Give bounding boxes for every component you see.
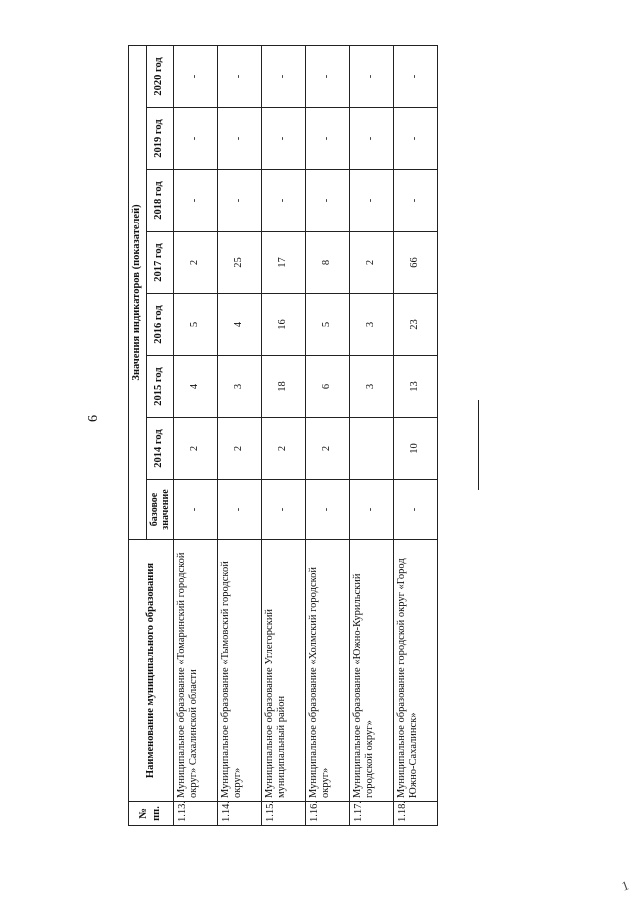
year-value: 2: [173, 232, 217, 294]
row-number: 1.18.: [393, 802, 437, 826]
year-value: 25: [217, 232, 261, 294]
row-number: 1.16.: [305, 802, 349, 826]
base-value: -: [393, 480, 437, 540]
indicators-table: [128, 45, 438, 826]
year-value: -: [305, 45, 349, 107]
header-group: Значения индикаторов (показателей): [129, 45, 147, 539]
year-value: 5: [173, 294, 217, 356]
header-year: 2020 год: [146, 45, 173, 107]
year-value: 4: [173, 356, 217, 418]
row-number: 1.15.: [261, 802, 305, 826]
base-value: -: [261, 480, 305, 540]
table-row: [393, 45, 437, 825]
year-value: 2: [349, 232, 393, 294]
year-value: -: [305, 170, 349, 232]
year-value: -: [173, 108, 217, 170]
year-value: -: [393, 170, 437, 232]
year-value: 5: [305, 294, 349, 356]
year-value: 2: [173, 418, 217, 480]
header-year: 2015 год: [146, 356, 173, 418]
table-row: [173, 45, 217, 825]
year-value: -: [217, 170, 261, 232]
row-number: 1.14.: [217, 802, 261, 826]
rotated-table-container: [128, 46, 420, 826]
year-value: 2: [217, 418, 261, 480]
year-value: -: [261, 170, 305, 232]
table-row: [217, 45, 261, 825]
header-no: № пп.: [129, 802, 174, 826]
separator-line: [478, 400, 479, 490]
header-name: Наименование муниципального образования: [129, 540, 174, 802]
year-value: 8: [305, 232, 349, 294]
year-value: 66: [393, 232, 437, 294]
row-number: 1.17.: [349, 802, 393, 826]
base-value: -: [173, 480, 217, 540]
year-value: -: [393, 108, 437, 170]
year-value: -: [173, 45, 217, 107]
row-number: 1.13.: [173, 802, 217, 826]
table-row: [305, 45, 349, 825]
municipality-name: Муниципальное образование «Томаринский городской округ» Сахалинской области: [173, 540, 217, 802]
year-value: 13: [393, 356, 437, 418]
municipality-name: Муниципальное образование Углегорский муниципальный район: [261, 540, 305, 802]
table-row: [261, 45, 305, 825]
year-value: -: [173, 170, 217, 232]
header-year: 2016 год: [146, 294, 173, 356]
year-value: -: [261, 108, 305, 170]
year-value: -: [349, 170, 393, 232]
year-value: 17: [261, 232, 305, 294]
header-year: 2014 год: [146, 418, 173, 480]
municipality-name: Муниципальное образование городской округ «Город Южно-Сахалинск»: [393, 540, 437, 802]
page-number: 6: [86, 415, 101, 422]
year-value: 10: [393, 418, 437, 480]
year-value: 3: [349, 294, 393, 356]
year-value: 3: [349, 356, 393, 418]
year-value: -: [217, 108, 261, 170]
year-value: -: [305, 108, 349, 170]
base-value: -: [349, 480, 393, 540]
year-value: -: [393, 45, 437, 107]
year-value: 3: [217, 356, 261, 418]
year-value: 6: [305, 356, 349, 418]
year-value: [349, 418, 393, 480]
year-value: 2: [305, 418, 349, 480]
corner-mark: 1: [619, 877, 631, 894]
year-value: 23: [393, 294, 437, 356]
year-value: -: [261, 45, 305, 107]
header-base: базовое значение: [146, 480, 173, 540]
year-value: 2: [261, 418, 305, 480]
base-value: -: [217, 480, 261, 540]
header-year: 2018 год: [146, 170, 173, 232]
municipality-name: Муниципальное образование «Холмский городской округ»: [305, 540, 349, 802]
table-row: [349, 45, 393, 825]
base-value: -: [305, 480, 349, 540]
year-value: -: [217, 45, 261, 107]
municipality-name: Муниципальное образование «Южно-Курильский городской округ»: [349, 540, 393, 802]
header-year: 2017 год: [146, 232, 173, 294]
year-value: -: [349, 45, 393, 107]
year-value: 4: [217, 294, 261, 356]
header-year: 2019 год: [146, 108, 173, 170]
year-value: -: [349, 108, 393, 170]
municipality-name: Муниципальное образование «Тымовский городской округ»: [217, 540, 261, 802]
year-value: 18: [261, 356, 305, 418]
year-value: 16: [261, 294, 305, 356]
